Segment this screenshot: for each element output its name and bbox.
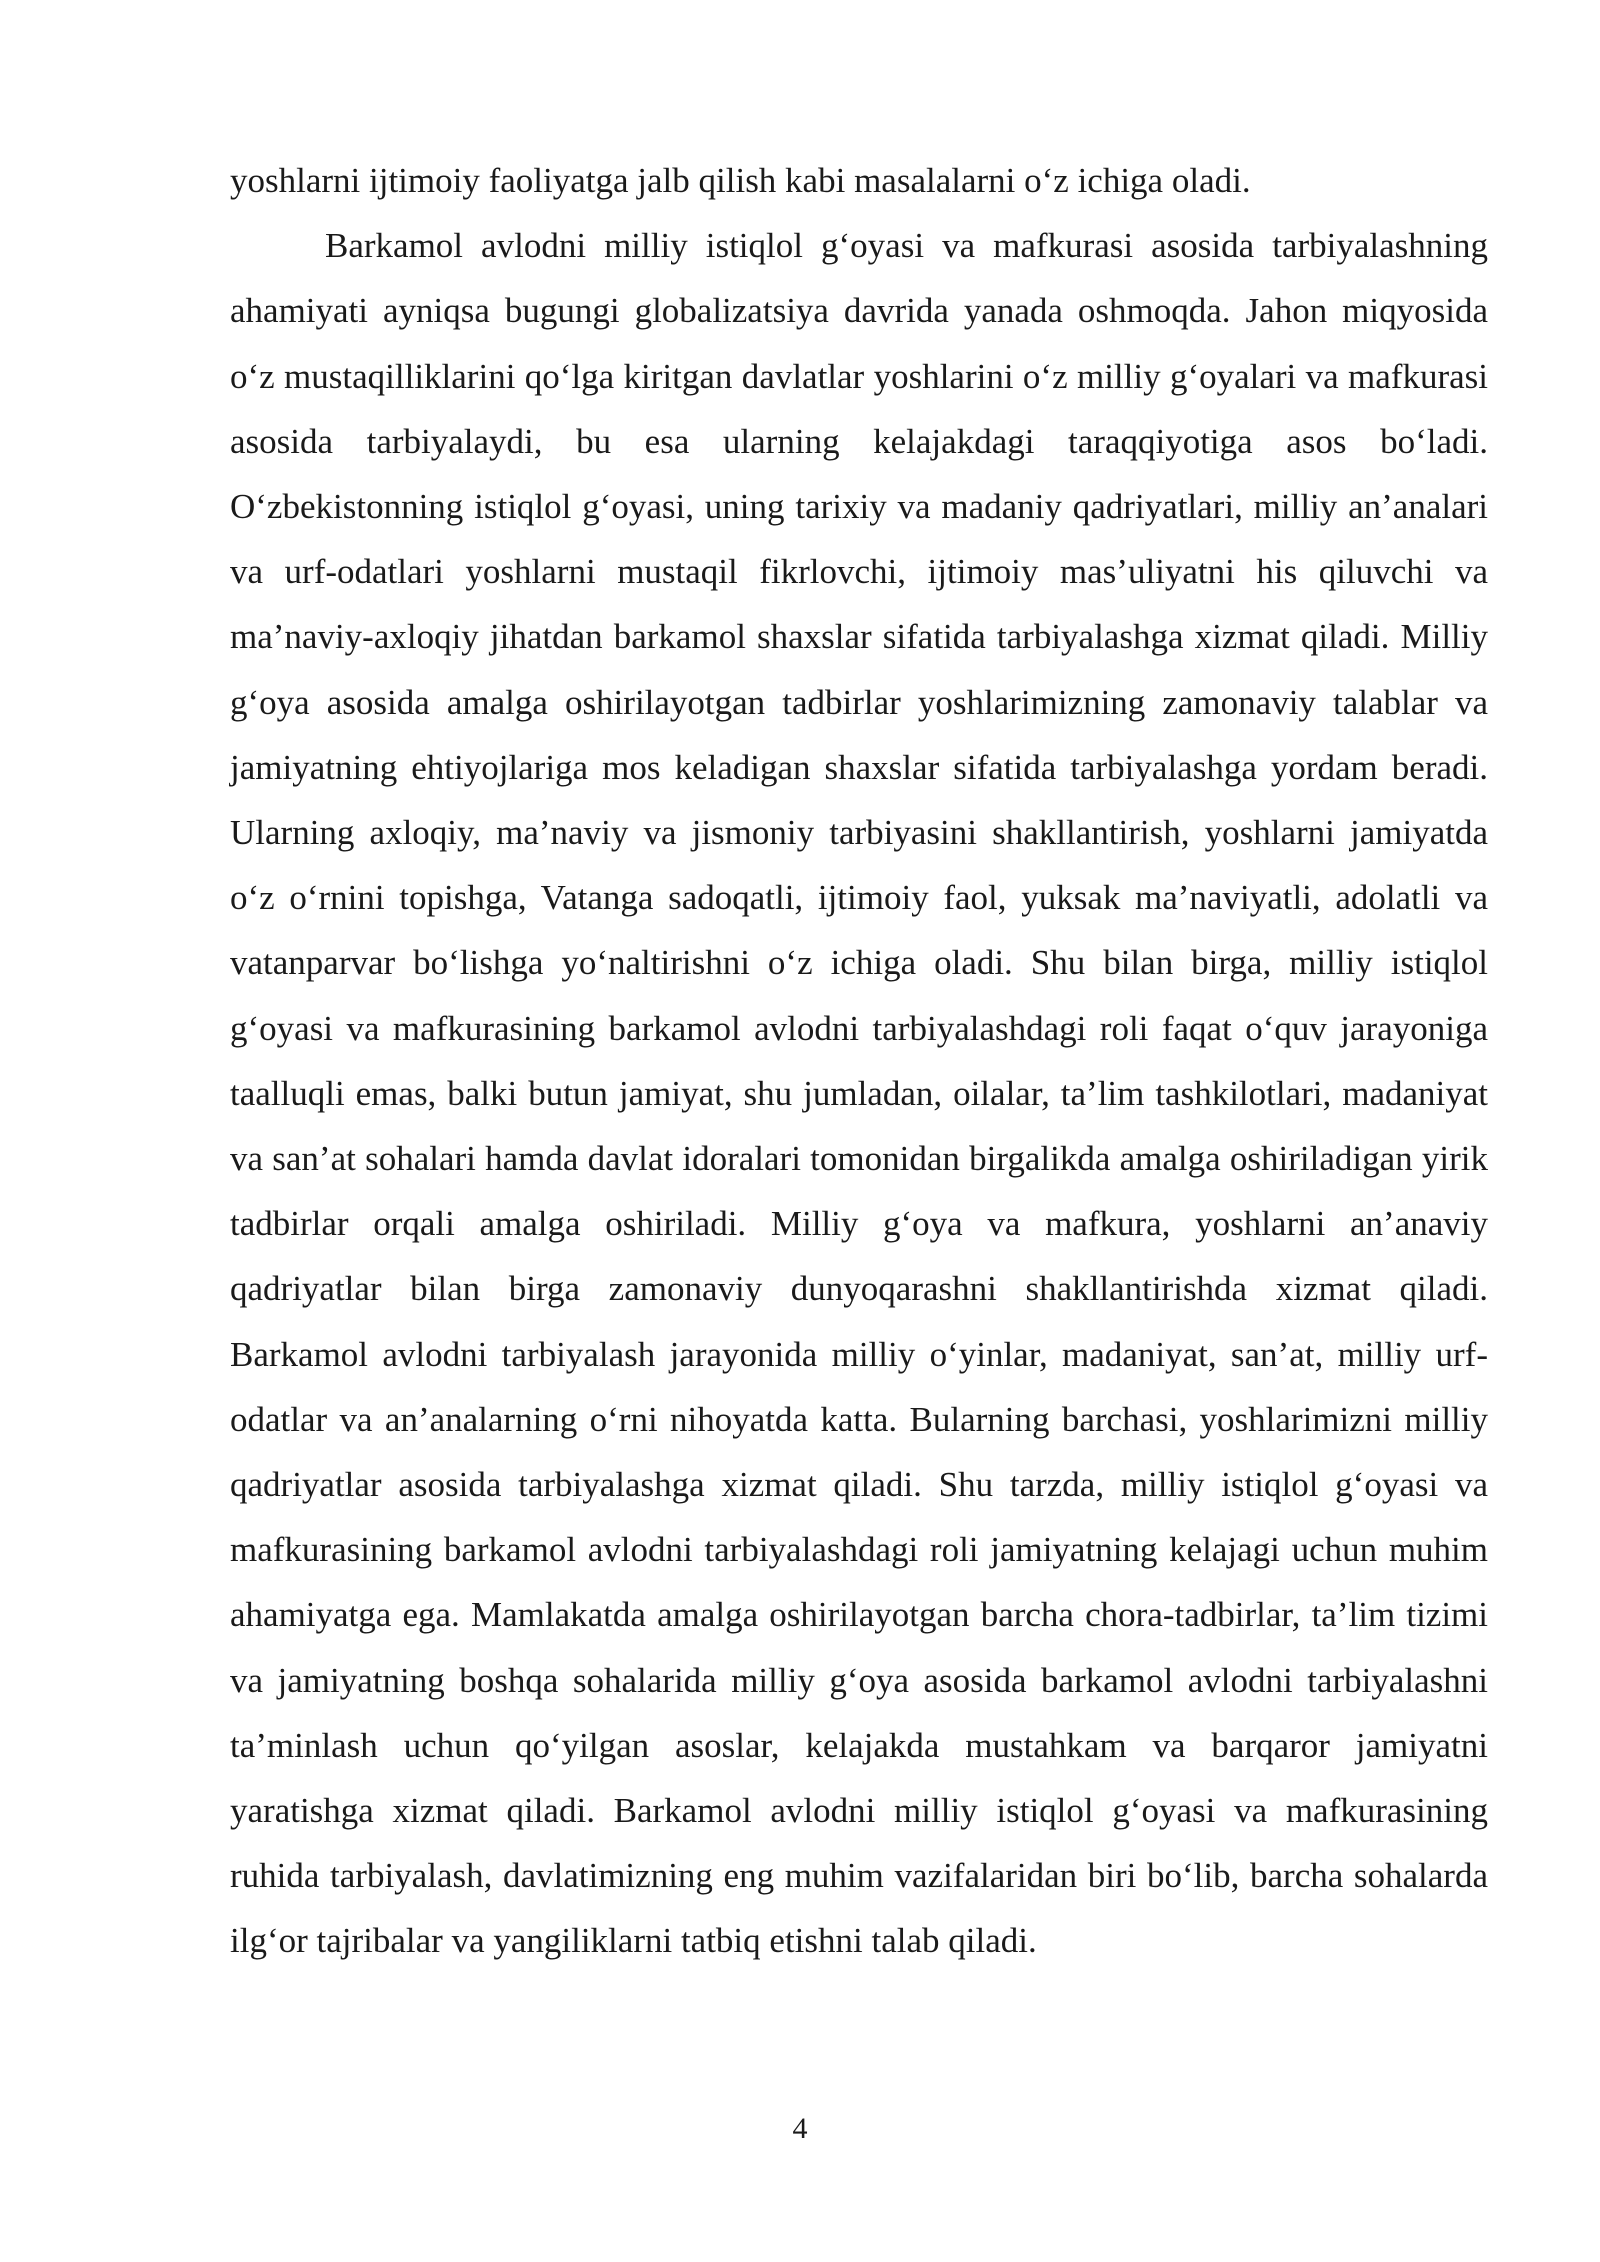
paragraph-main: Barkamol avlodni milliy istiqlol g‘oyasi va mafkurasi asosida tarbiyalashning ahamiyati ayniqsa bugungi globalizatsiya davrida yanada oshmoqda. Jahon miqyosida o‘z mustaqilliklarini qo‘lga kiritgan davlatlar yoshlarini o‘z milliy g‘oyalari va mafkurasi asosida tarbiyalaydi, bu esa ularning kelajakdagi taraqqiyotiga asos bo‘ladi. O‘zbekistonning istiqlol g‘oyasi, uning tarixiy va madaniy qadriyatlari, milliy an’analari va urf-odatlari yoshlarni mustaqil fikrlovchi, ijtimoiy mas’uliyatni his qiluvchi va ma’naviy-axloqiy jihatdan barkamol shaxslar sifatida tarbiyalashga xizmat qiladi. Milliy g‘oya asosida amalga oshirilayotgan tadbirlar yoshlarimizning zamonaviy talablar va jamiyatning ehtiyojlariga mos keladigan shaxslar sifatida tarbiyalashga yordam beradi. Ularning axloqiy, ma’naviy va jismoniy tarbiyasini shakllantirish, yoshlarni jamiyatda o‘z o‘rnini topishga, Vatanga sadoqatli, ijtimoiy faol, yuksak ma’naviyatli, adolatli va vatanparvar bo‘lishga yo‘naltirishni o‘z ichiga oladi. Shu bilan birga, milliy istiqlol g‘oyasi va mafkurasining barkamol avlodni tarbiyalashdagi roli faqat o‘quv jarayoniga taalluqli emas, balki butun jamiyat, shu jumladan, oilalar, ta’lim tashkilotlari, madaniyat va san’at sohalari hamda davlat idoralari tomonidan birgalikda amalga oshiriladigan yirik tadbirlar orqali amalga oshiriladi. Milliy g‘oya va mafkura, yoshlarni an’anaviy qadriyatlar bilan birga zamonaviy dunyoqarashni shakllantirishda xizmat qiladi. Barkamol avlodni tarbiyalash jarayonida milliy o‘yinlar, madaniyat, san’at, milliy urf-odatlar va an’analarning o‘rni nihoyatda katta. Bularning barchasi, yoshlarimizni milliy qadriyatlar asosida tarbiyalashga xizmat qiladi. Shu tarzda, milliy istiqlol g‘oyasi va mafkurasining barkamol avlodni tarbiyalashdagi roli jamiyatning kelajagi uchun muhim ahamiyatga ega. Mamlakatda amalga oshirilayotgan barcha chora-tadbirlar, ta’lim tizimi va jamiyatning boshqa sohalarida milliy g‘oya asosida barkamol avlodni tarbiyalashni ta’minlash uchun qo‘yilgan asoslar, kelajakda mustahkam va barqaror jamiyatni yaratishga xizmat qiladi. Barkamol avlodni milliy istiqlol g‘oyasi va mafkurasining ruhida tarbiyalash, davlatimizning eng muhim vazifalaridan biri bo‘lib, barcha sohalarda ilg‘or tajribalar va yangiliklarni tatbiq etishni talab qiladi. [230, 226, 1488, 1961]
paragraph-continuation: yoshlarni ijtimoiy faoliyatga jalb qilish kabi masalalarni o‘z ichiga oladi. [230, 161, 1251, 200]
body-text [230, 148, 1488, 1974]
page-number: 4 [792, 2112, 808, 2145]
